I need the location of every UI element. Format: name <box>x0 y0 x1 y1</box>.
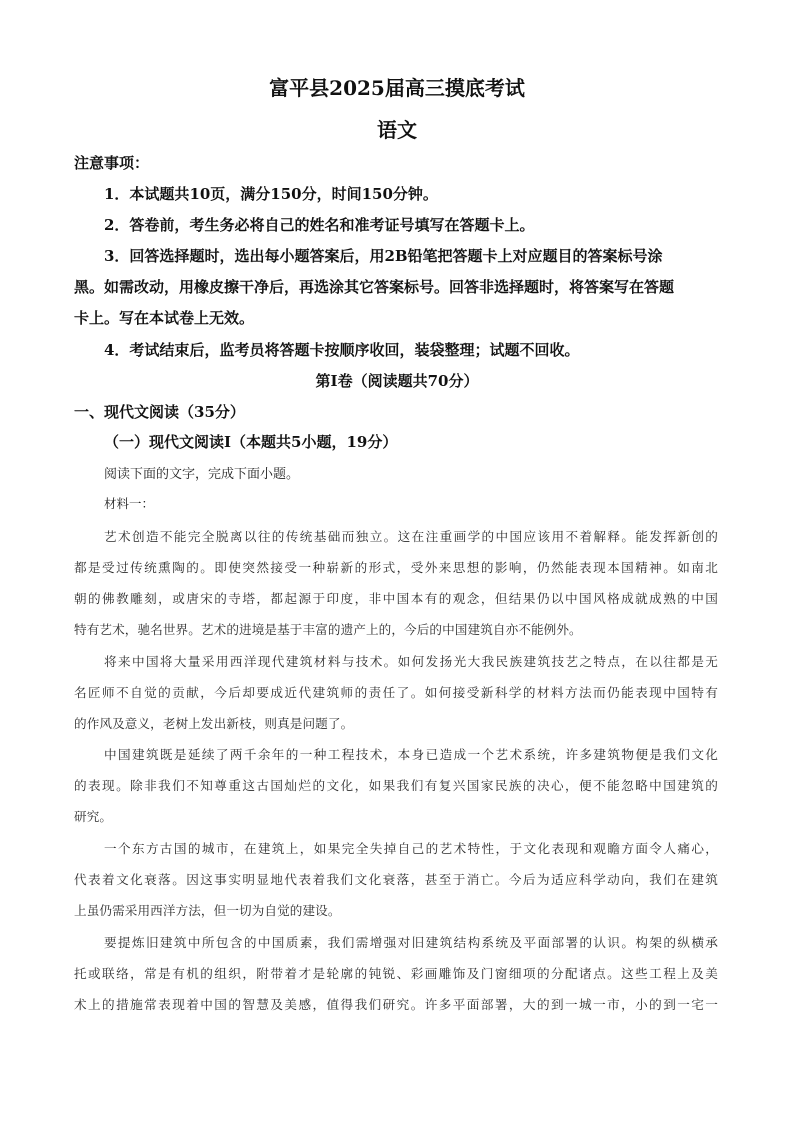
passage-line: 的表现。除非我们不知尊重这古国灿烂的文化，如果我们有复兴国家民族的决心，便不能忽略中国建筑的 <box>74 778 718 793</box>
exam-title: 富平县2025届高三摸底考试 <box>269 76 525 100</box>
notice-item-2: 2．答卷前，考生务必将自己的姓名和准考证号填写在答题卡上。 <box>104 216 535 234</box>
passage-line: 名匠师不自觉的贡献，今后却要成近代建筑师的责任了。如何接受新科学的材料方法而仍能表现中国特有 <box>74 685 718 700</box>
notice-item-3-line-2: 黑。如需改动，用橡皮擦干净后，再选涂其它答案标号。回答非选择题时，将答案写在答题 <box>74 278 675 296</box>
passage-line: 朝的佛教雕刻，或唐宋的寺塔，都起源于印度，非中国本有的观念，但结果仍以中国风格成就成熟的中国 <box>74 591 718 606</box>
volume-title: 第Ⅰ卷（阅读题共70分） <box>315 372 479 390</box>
subject-title: 语文 <box>377 118 417 142</box>
notice-item-1: 1．本试题共10页，满分150分，时间150分钟。 <box>104 185 438 203</box>
passage-line: 术上的措施常表现着中国的智慧及美感，值得我们研究。许多平面部署，大的到一城一市，小的到一宅一 <box>74 997 718 1012</box>
notice-item-3-line-1: 3．回答选择题时，选出每小题答案后，用2B铅笔把答题卡上对应题目的答案标号涂 <box>104 247 663 265</box>
material-label: 材料一： <box>104 496 155 511</box>
passage-line: 的作风及意义，老树上发出新枝，则真是问题了。 <box>74 716 354 731</box>
passage-line: 代表着文化衰落。因这事实明显地代表着我们文化衰落，甚至于消亡。今后为适应科学动向，我们在建筑 <box>74 872 718 887</box>
reading-instruction: 阅读下面的文字，完成下面小题。 <box>104 467 300 482</box>
passage-line: 要提炼旧建筑中所包含的中国质素，我们需增强对旧建筑结构系统及平面部署的认识。构架的纵横承 <box>104 935 718 950</box>
passage-line: 特有艺术，驰名世界。艺术的进境是基于丰富的遗产上的，今后的中国建筑自亦不能例外。 <box>74 622 582 637</box>
passage-line: 托或联络，常是有机的组织，附带着才是轮廓的钝锐、彩画雕饰及门窗细项的分配诸点。这些工程上及美 <box>74 966 718 981</box>
notice-item-4: 4．考试结束后，监考员将答题卡按顺序收回，装袋整理；试题不回收。 <box>104 341 580 359</box>
passage-line: 研究。 <box>74 809 113 824</box>
notice-heading: 注意事项： <box>74 154 150 172</box>
passage-line: 中国建筑既是延续了两千余年的一种工程技术，本身已造成一个艺术系统，许多建筑物便是我们文化 <box>104 747 718 762</box>
notice-item-3-line-3: 卡上。写在本试卷上无效。 <box>74 309 255 327</box>
passage-line: 都是受过传统熏陶的。即使突然接受一种崭新的形式，受外来思想的影响，仍然能表现本国精神。如南北 <box>74 560 718 575</box>
passage-line: 艺术创造不能完全脱离以往的传统基础而独立。这在注重画学的中国应该用不着解释。能发挥新创的 <box>104 529 718 544</box>
part-title: 一、现代文阅读（35分） <box>74 403 245 421</box>
passage-line: 一个东方古国的城市，在建筑上，如果完全失掉自己的艺术特性，于文化表现和观瞻方面令人痛心， <box>104 841 718 856</box>
passage-line: 将来中国将大量采用西洋现代建筑材料与技术。如何发扬光大我民族建筑技艺之特点，在以往都是无 <box>104 654 718 669</box>
subsection-title: （一）现代文阅读Ⅰ（本题共5小题，19分） <box>104 433 398 451</box>
passage-line: 上虽仍需采用西洋方法，但一切为自觉的建设。 <box>74 903 341 918</box>
